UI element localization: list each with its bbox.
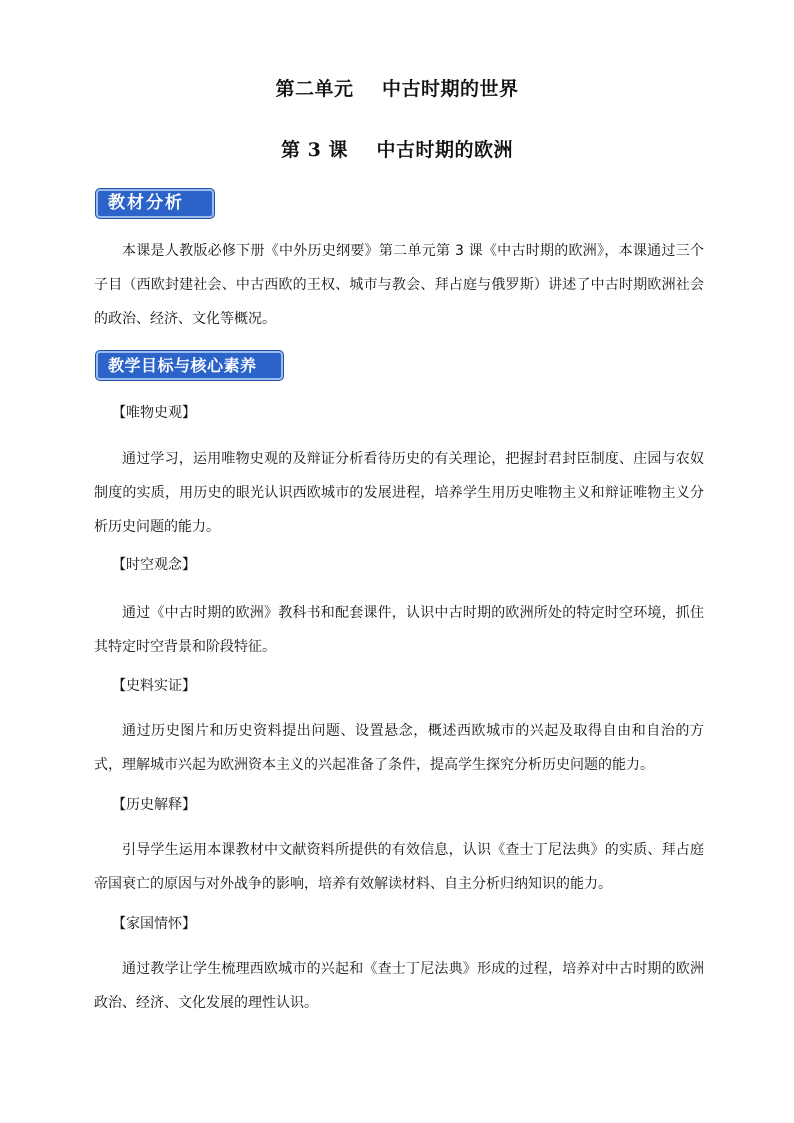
unit-title: 第二单元 中古时期的世界 <box>275 78 519 100</box>
goal-paragraph-materialism: 通过学习，运用唯物史观的及辩证分析看待历史的有关理论，把握封君封臣制度、庄园与农奴制度的实质，用历史的眼光认识西欧城市的发展进程，培养学生用历史唯物主义和辩证唯物主义分析历史问题的能力。 <box>94 451 704 535</box>
goal-heading-materialism: 【唯物史观】 <box>112 405 196 421</box>
goal-heading-interpretation: 【历史解释】 <box>112 797 196 813</box>
goal-paragraph-patriotism: 通过教学让学生梳理西欧城市的兴起和《查士丁尼法典》形成的过程，培养对中古时期的欧洲政治、经济、文化发展的理性认识。 <box>94 961 704 1011</box>
goal-paragraph-evidence: 通过历史图片和历史资料提出问题、设置悬念，概述西欧城市的兴起及取得自由和自治的方式，理解城市兴起为欧洲资本主义的兴起准备了条件，提高学生探究分析历史问题的能力。 <box>94 723 704 773</box>
goal-heading-evidence: 【史料实证】 <box>112 678 196 694</box>
goal-paragraph-interpretation: 引导学生运用本课教材中文献资料所提供的有效信息，认识《查士丁尼法典》的实质、拜占庭帝国衰亡的原因与对外战争的影响，培养有效解读材料、自主分析归纳知识的能力。 <box>94 842 704 892</box>
goal-heading-time-space: 【时空观念】 <box>112 557 196 573</box>
section-badge-teaching-goals: 教学目标与核心素养 <box>96 351 283 380</box>
goal-heading-patriotism: 【家国情怀】 <box>112 916 196 932</box>
goal-paragraph-time-space: 通过《中古时期的欧洲》教科书和配套课件，认识中古时期的欧洲所处的特定时空环境，抓住其特定时空背景和阶段特征。 <box>94 605 704 655</box>
textbook-analysis-paragraph: 本课是人教版必修下册《中外历史纲要》第二单元第 3 课《中古时期的欧洲》，本课通过三个子目（西欧封建社会、中古西欧的王权、城市与教会、拜占庭与俄罗斯）讲述了中古时期欧洲社会的政治、经济、文化等概况。 <box>94 243 704 327</box>
section-badge-textbook-analysis: 教材分析 <box>96 189 214 218</box>
lesson-title: 第 3 课 中古时期的欧洲 <box>281 139 513 161</box>
